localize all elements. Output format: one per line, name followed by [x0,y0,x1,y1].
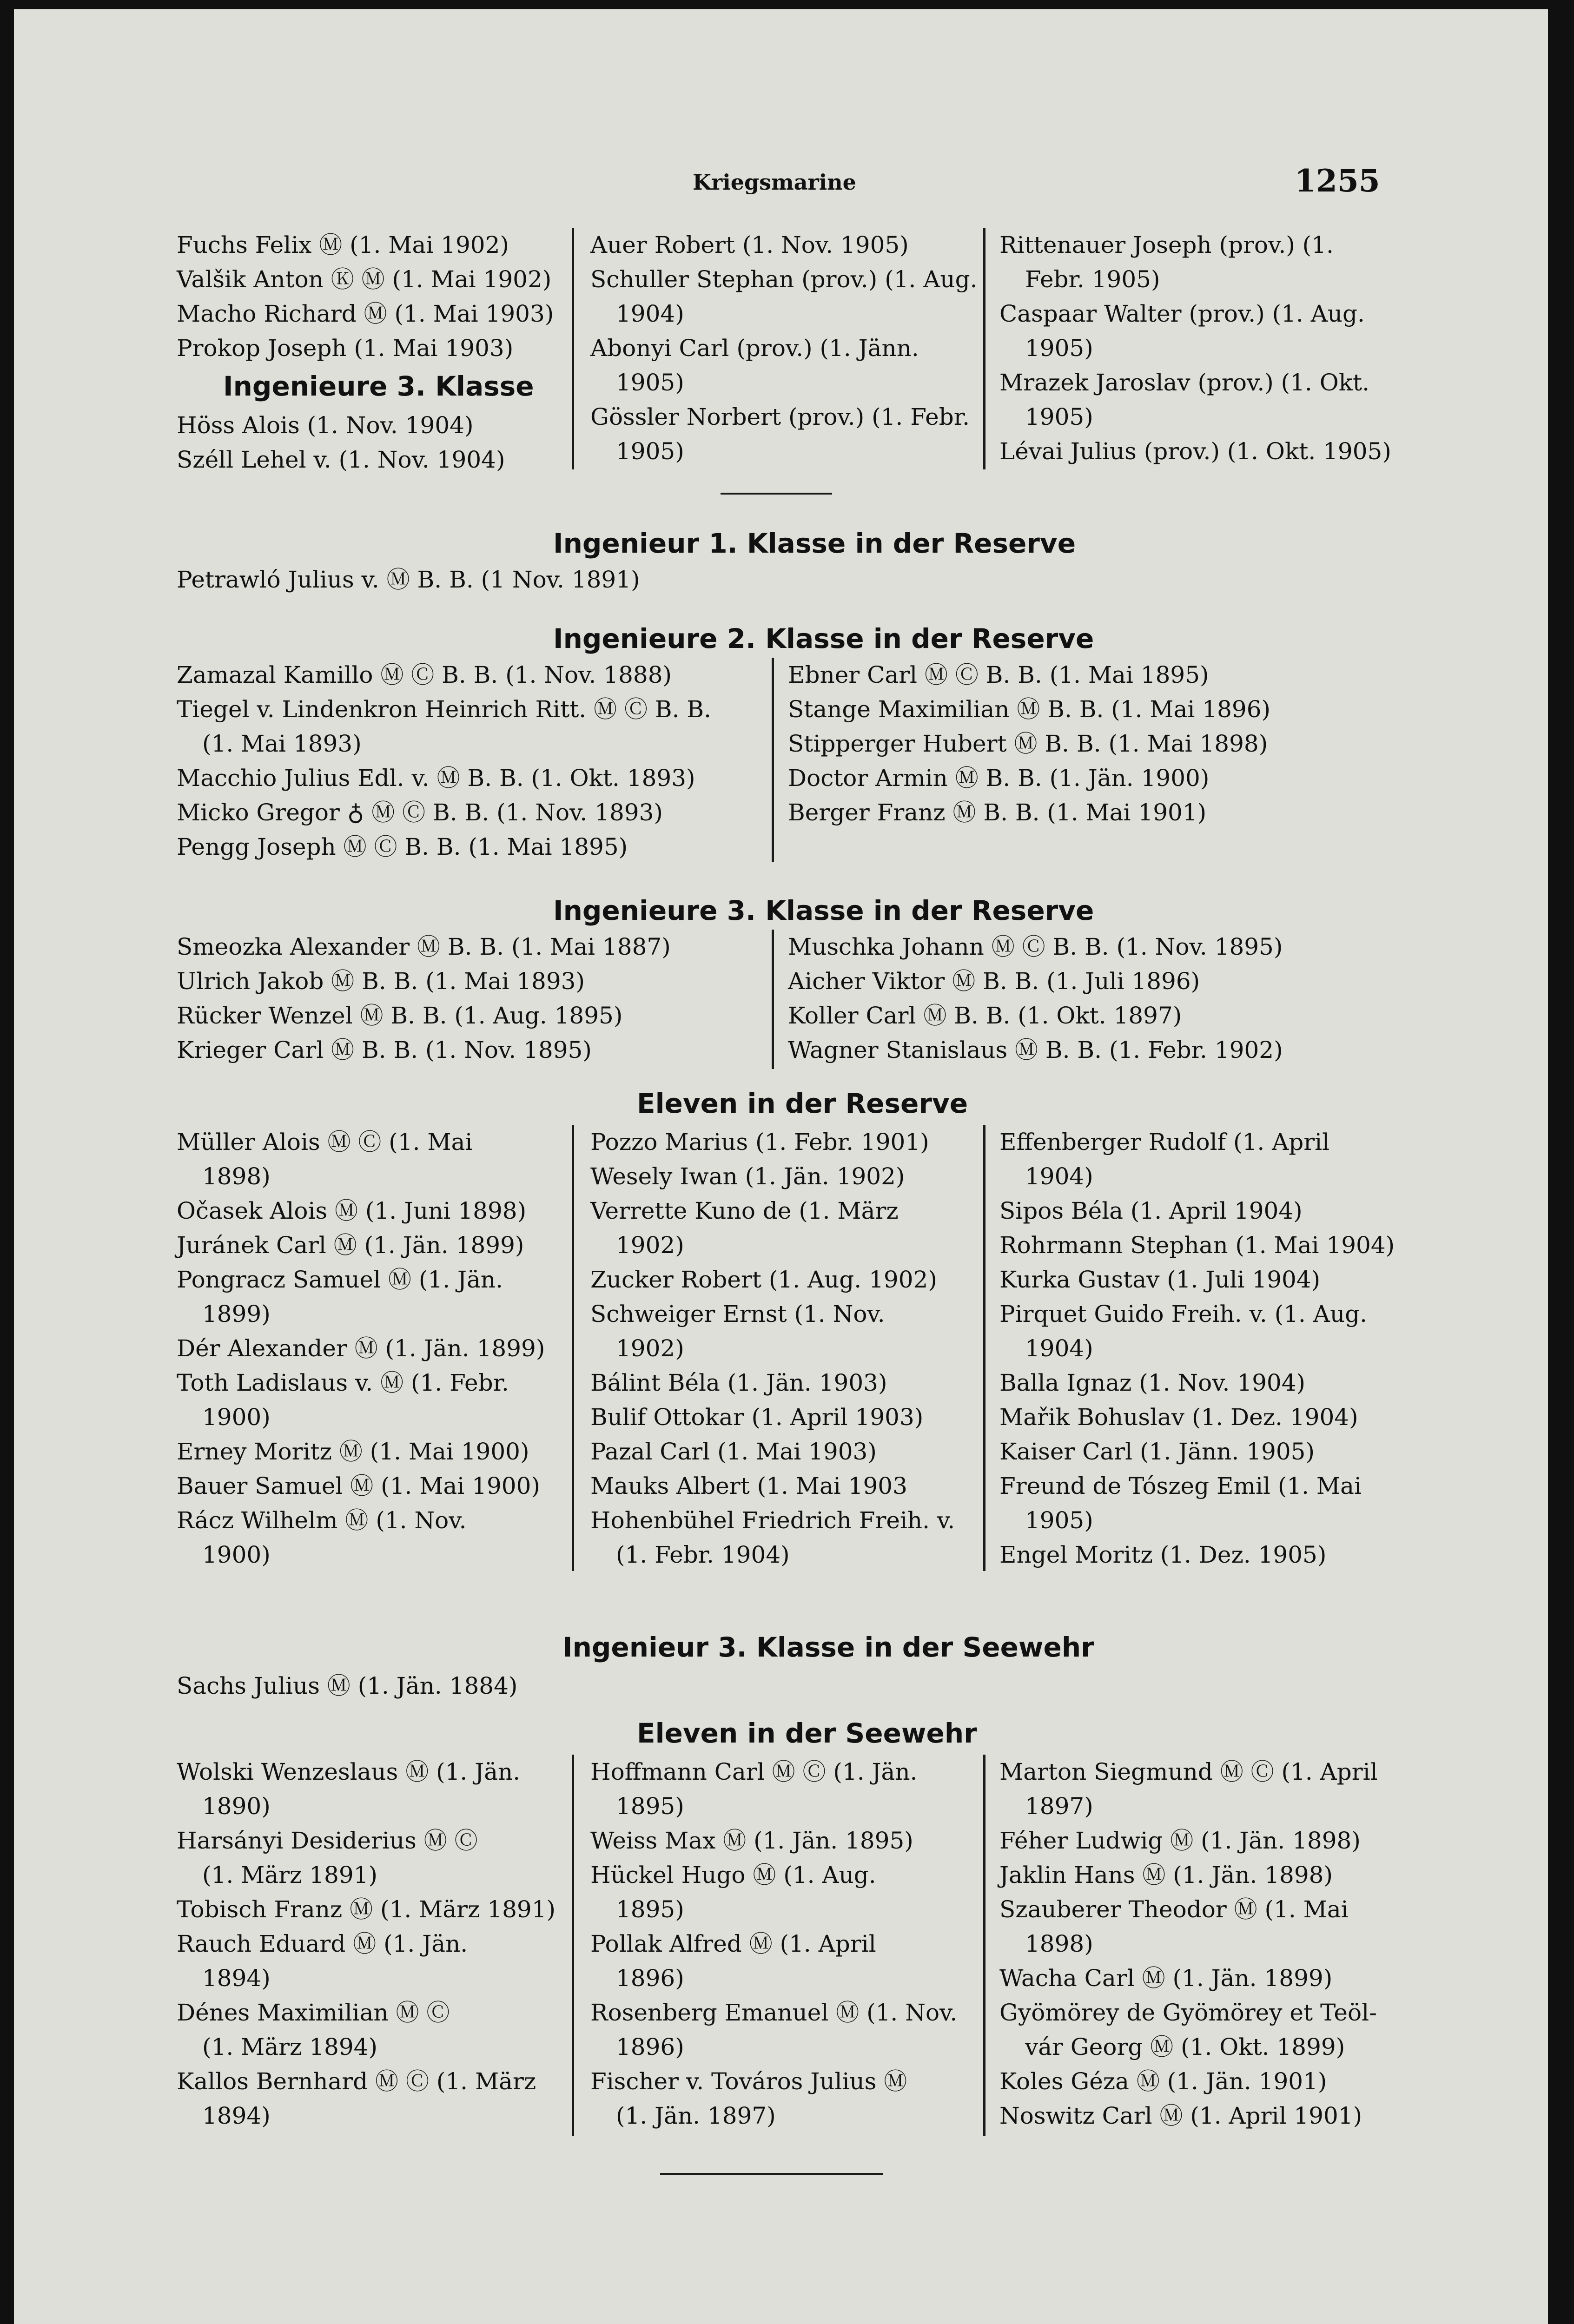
section-title: Ingenieure 3. Klasse in der Reserve [553,895,1094,926]
section-title: Eleven in der Seewehr [637,1717,977,1749]
end-divider [660,2173,883,2175]
list-item: Pollak Alfred Ⓜ (1. April [590,1930,876,1957]
eleven-reserve-column-1 [177,1125,545,1572]
eleven-reserve-column-2 [590,1125,955,1572]
list-item: 1904) [1025,1163,1093,1190]
list-item: Mrazek Jaroslav (prov.) (1. Okt. [999,369,1369,396]
list-item: Sachs Julius Ⓜ (1. Jän. 1884) [177,1672,518,1699]
column-divider [572,228,574,469]
list-item: (1. März 1891) [202,1862,378,1888]
column-divider [572,1125,574,1571]
list-item: Effenberger Rudolf (1. April [999,1129,1330,1155]
list-item: 1890) [202,1793,271,1820]
list-item: 1898) [1025,1930,1093,1957]
list-item: Pongracz Samuel Ⓜ (1. Jän. [177,1266,503,1293]
list-item: Kaiser Carl (1. Jänn. 1905) [999,1438,1315,1465]
list-item: Schweiger Ernst (1. Nov. [590,1301,885,1327]
list-item: 1905) [616,369,684,396]
column-divider [772,658,774,862]
list-item: Fuchs Felix Ⓜ (1. Mai 1902) [177,231,509,258]
list-item: Sipos Béla (1. April 1904) [999,1197,1303,1224]
list-item: Koles Géza Ⓜ (1. Jän. 1901) [999,2068,1327,2095]
list-item: Harsányi Desiderius Ⓜ Ⓒ [177,1827,478,1854]
list-item: Bauer Samuel Ⓜ (1. Mai 1900) [177,1472,540,1499]
eleven-seewehr-column-1 [177,1755,556,2133]
list-item: Höss Alois (1. Nov. 1904) [177,412,474,439]
column-divider [572,1755,574,2136]
list-item: Doctor Armin Ⓜ B. B. (1. Jän. 1900) [788,765,1210,792]
list-item: Lévai Julius (prov.) (1. Okt. 1905) [999,438,1391,465]
list-item: Petrawló Julius v. Ⓜ B. B. (1 Nov. 1891) [177,566,640,593]
list-item: Engel Moritz (1. Dez. 1905) [999,1541,1327,1568]
top-column-3 [999,228,1391,469]
top-column-1 [177,228,554,477]
section-title: Ingenieur 3. Klasse in der Seewehr [562,1631,1094,1663]
page-number: 1255 [1295,163,1380,199]
section-title: Eleven in der Reserve [637,1088,968,1119]
list-item: 1900) [202,1404,271,1431]
list-item: Széll Lehel v. (1. Nov. 1904) [177,446,505,473]
reserve-1-list [177,562,640,597]
eleven-seewehr-column-3 [999,1755,1378,2133]
list-item: Prokop Joseph (1. Mai 1903) [177,335,514,362]
list-item: 1902) [616,1232,684,1259]
list-item: Dénes Maximilian Ⓜ Ⓒ [177,1999,450,2026]
list-item: Smeozka Alexander Ⓜ B. B. (1. Mai 1887) [177,933,671,960]
list-item: Koller Carl Ⓜ B. B. (1. Okt. 1897) [788,1002,1182,1029]
list-item: Féher Ludwig Ⓜ (1. Jän. 1898) [999,1827,1361,1854]
list-item: 1904) [616,300,684,327]
list-item: Noswitz Carl Ⓜ (1. April 1901) [999,2102,1362,2129]
list-item: Balla Ignaz (1. Nov. 1904) [999,1369,1306,1396]
list-item: 1895) [616,1793,684,1820]
list-item: 1896) [616,1965,684,1992]
list-item: 1900) [202,1541,271,1568]
list-item: Verrette Kuno de (1. März [590,1197,899,1224]
seewehr-list [177,1669,517,1703]
list-item: Febr. 1905) [1025,266,1160,293]
list-item: 1894) [202,1965,271,1992]
list-item: vár Georg Ⓜ (1. Okt. 1899) [1025,2034,1345,2060]
column-divider [983,1125,985,1571]
list-item: Gössler Norbert (prov.) (1. Febr. [590,403,970,430]
list-item: Jaklin Hans Ⓜ (1. Jän. 1898) [999,1862,1333,1888]
list-item: Zamazal Kamillo Ⓜ Ⓒ B. B. (1. Nov. 1888) [177,661,672,688]
list-item: 1894) [202,2102,271,2129]
list-item: 1898) [202,1163,271,1190]
list-item: 1905) [1025,1507,1093,1534]
list-item: (1. Mai 1893) [202,730,362,757]
list-item: Tobisch Franz Ⓜ (1. März 1891) [177,1896,556,1923]
list-item: Müller Alois Ⓜ Ⓒ (1. Mai [177,1129,473,1155]
list-item: Juránek Carl Ⓜ (1. Jän. 1899) [177,1232,524,1259]
list-item: Schuller Stephan (prov.) (1. Aug. [590,266,978,293]
list-item: Pozzo Marius (1. Febr. 1901) [590,1129,929,1155]
list-item: Abonyi Carl (prov.) (1. Jänn. [590,335,919,362]
list-item: Rosenberg Emanuel Ⓜ (1. Nov. [590,1999,958,2026]
list-item: Wacha Carl Ⓜ (1. Jän. 1899) [999,1965,1333,1992]
list-item: (1. Febr. 1904) [616,1541,790,1568]
list-item: 1896) [616,2034,684,2060]
list-item: Ebner Carl Ⓜ Ⓒ B. B. (1. Mai 1895) [788,661,1209,688]
list-item: Hoffmann Carl Ⓜ Ⓒ (1. Jän. [590,1758,918,1785]
list-item: Rauch Eduard Ⓜ (1. Jän. [177,1930,468,1957]
list-item: 1905) [616,438,684,465]
list-item: Freund de Tószeg Emil (1. Mai [999,1472,1362,1499]
list-item: Rittenauer Joseph (prov.) (1. [999,231,1334,258]
list-item: Erney Moritz Ⓜ (1. Mai 1900) [177,1438,529,1465]
list-item: Valšik Anton Ⓚ Ⓜ (1. Mai 1902) [177,266,552,293]
eleven-seewehr-column-2 [590,1755,957,2133]
list-item: 1905) [1025,335,1093,362]
list-item: Stipperger Hubert Ⓜ B. B. (1. Mai 1898) [788,730,1268,757]
column-divider [983,1755,985,2136]
list-item: Marton Siegmund Ⓜ Ⓒ (1. April [999,1758,1378,1785]
list-item: 1904) [1025,1335,1093,1362]
list-item: Aicher Viktor Ⓜ B. B. (1. Juli 1896) [788,968,1200,995]
list-item: Očasek Alois Ⓜ (1. Juni 1898) [177,1197,527,1224]
list-item: Muschka Johann Ⓜ Ⓒ B. B. (1. Nov. 1895) [788,933,1283,960]
list-item: Hückel Hugo Ⓜ (1. Aug. [590,1862,876,1888]
list-item: Rácz Wilhelm Ⓜ (1. Nov. [177,1507,467,1534]
list-item: Pazal Carl (1. Mai 1903) [590,1438,877,1465]
list-item: Pirquet Guido Freih. v. (1. Aug. [999,1301,1368,1327]
list-item: Caspaar Walter (prov.) (1. Aug. [999,300,1365,327]
list-item: 1897) [1025,1793,1093,1820]
list-item: Wagner Stanislaus Ⓜ B. B. (1. Febr. 1902) [788,1037,1283,1063]
list-item: Toth Ladislaus v. Ⓜ (1. Febr. [177,1369,509,1396]
section-divider [721,493,832,495]
list-item: 1905) [1025,403,1093,430]
list-item: (1. Jän. 1897) [616,2102,776,2129]
list-item: Zucker Robert (1. Aug. 1902) [590,1266,937,1293]
reserve-3-left [177,930,671,1067]
page [14,9,1548,2324]
list-item: Rücker Wenzel Ⓜ B. B. (1. Aug. 1895) [177,1002,623,1029]
section-title: Ingenieur 1. Klasse in der Reserve [553,528,1076,559]
list-item: Gyömörey de Gyömörey et Teöl- [999,1999,1377,2026]
column-divider [983,228,985,469]
list-item: Dér Alexander Ⓜ (1. Jän. 1899) [177,1335,545,1362]
eleven-reserve-column-3 [999,1125,1395,1572]
list-item: Bálint Béla (1. Jän. 1903) [590,1369,887,1396]
list-item: Kurka Gustav (1. Juli 1904) [999,1266,1321,1293]
list-item: Wesely Iwan (1. Jän. 1902) [590,1163,905,1190]
list-item: Hohenbühel Friedrich Freih. v. [590,1507,955,1534]
list-item: Krieger Carl Ⓜ B. B. (1. Nov. 1895) [177,1037,592,1063]
running-header-title: Kriegsmarine [693,170,856,195]
list-item: Weiss Max Ⓜ (1. Jän. 1895) [590,1827,913,1854]
reserve-3-right [788,930,1283,1067]
list-item: Pengg Joseph Ⓜ Ⓒ B. B. (1. Mai 1895) [177,833,628,860]
top-column-2 [590,228,978,469]
list-item: Micko Gregor ♁ Ⓜ Ⓒ B. B. (1. Nov. 1893) [177,799,663,826]
list-item: Macho Richard Ⓜ (1. Mai 1903) [177,300,554,327]
list-item: 1895) [616,1896,684,1923]
list-item: Stange Maximilian Ⓜ B. B. (1. Mai 1896) [788,696,1271,723]
list-item: Wolski Wenzeslaus Ⓜ (1. Jän. [177,1758,521,1785]
reserve-2-right [788,658,1270,830]
list-item: 1899) [202,1301,271,1327]
list-item: Szauberer Theodor Ⓜ (1. Mai [999,1896,1349,1923]
list-item: Rohrmann Stephan (1. Mai 1904) [999,1232,1395,1259]
list-item: Auer Robert (1. Nov. 1905) [590,231,909,258]
list-item: Berger Franz Ⓜ B. B. (1. Mai 1901) [788,799,1207,826]
list-item: Kallos Bernhard Ⓜ Ⓒ (1. März [177,2068,536,2095]
list-item: Macchio Julius Edl. v. Ⓜ B. B. (1. Okt. 1893) [177,765,695,792]
list-item: Fischer v. Továros Julius Ⓜ [590,2068,907,2095]
list-item: Bulif Ottokar (1. April 1903) [590,1404,924,1431]
list-item: (1. März 1894) [202,2034,378,2060]
reserve-2-left [177,658,711,864]
section-title: Ingenieure 2. Klasse in der Reserve [553,623,1094,654]
list-item: Mařik Bohuslav (1. Dez. 1904) [999,1404,1358,1431]
list-item: 1902) [616,1335,684,1362]
list-item: Ulrich Jakob Ⓜ B. B. (1. Mai 1893) [177,968,585,995]
section-heading: Ingenieure 3. Klasse [223,370,534,402]
list-item: Mauks Albert (1. Mai 1903 [590,1472,907,1499]
column-divider [772,930,774,1069]
list-item: Tiegel v. Lindenkron Heinrich Ritt. Ⓜ Ⓒ B. B. [177,696,712,723]
